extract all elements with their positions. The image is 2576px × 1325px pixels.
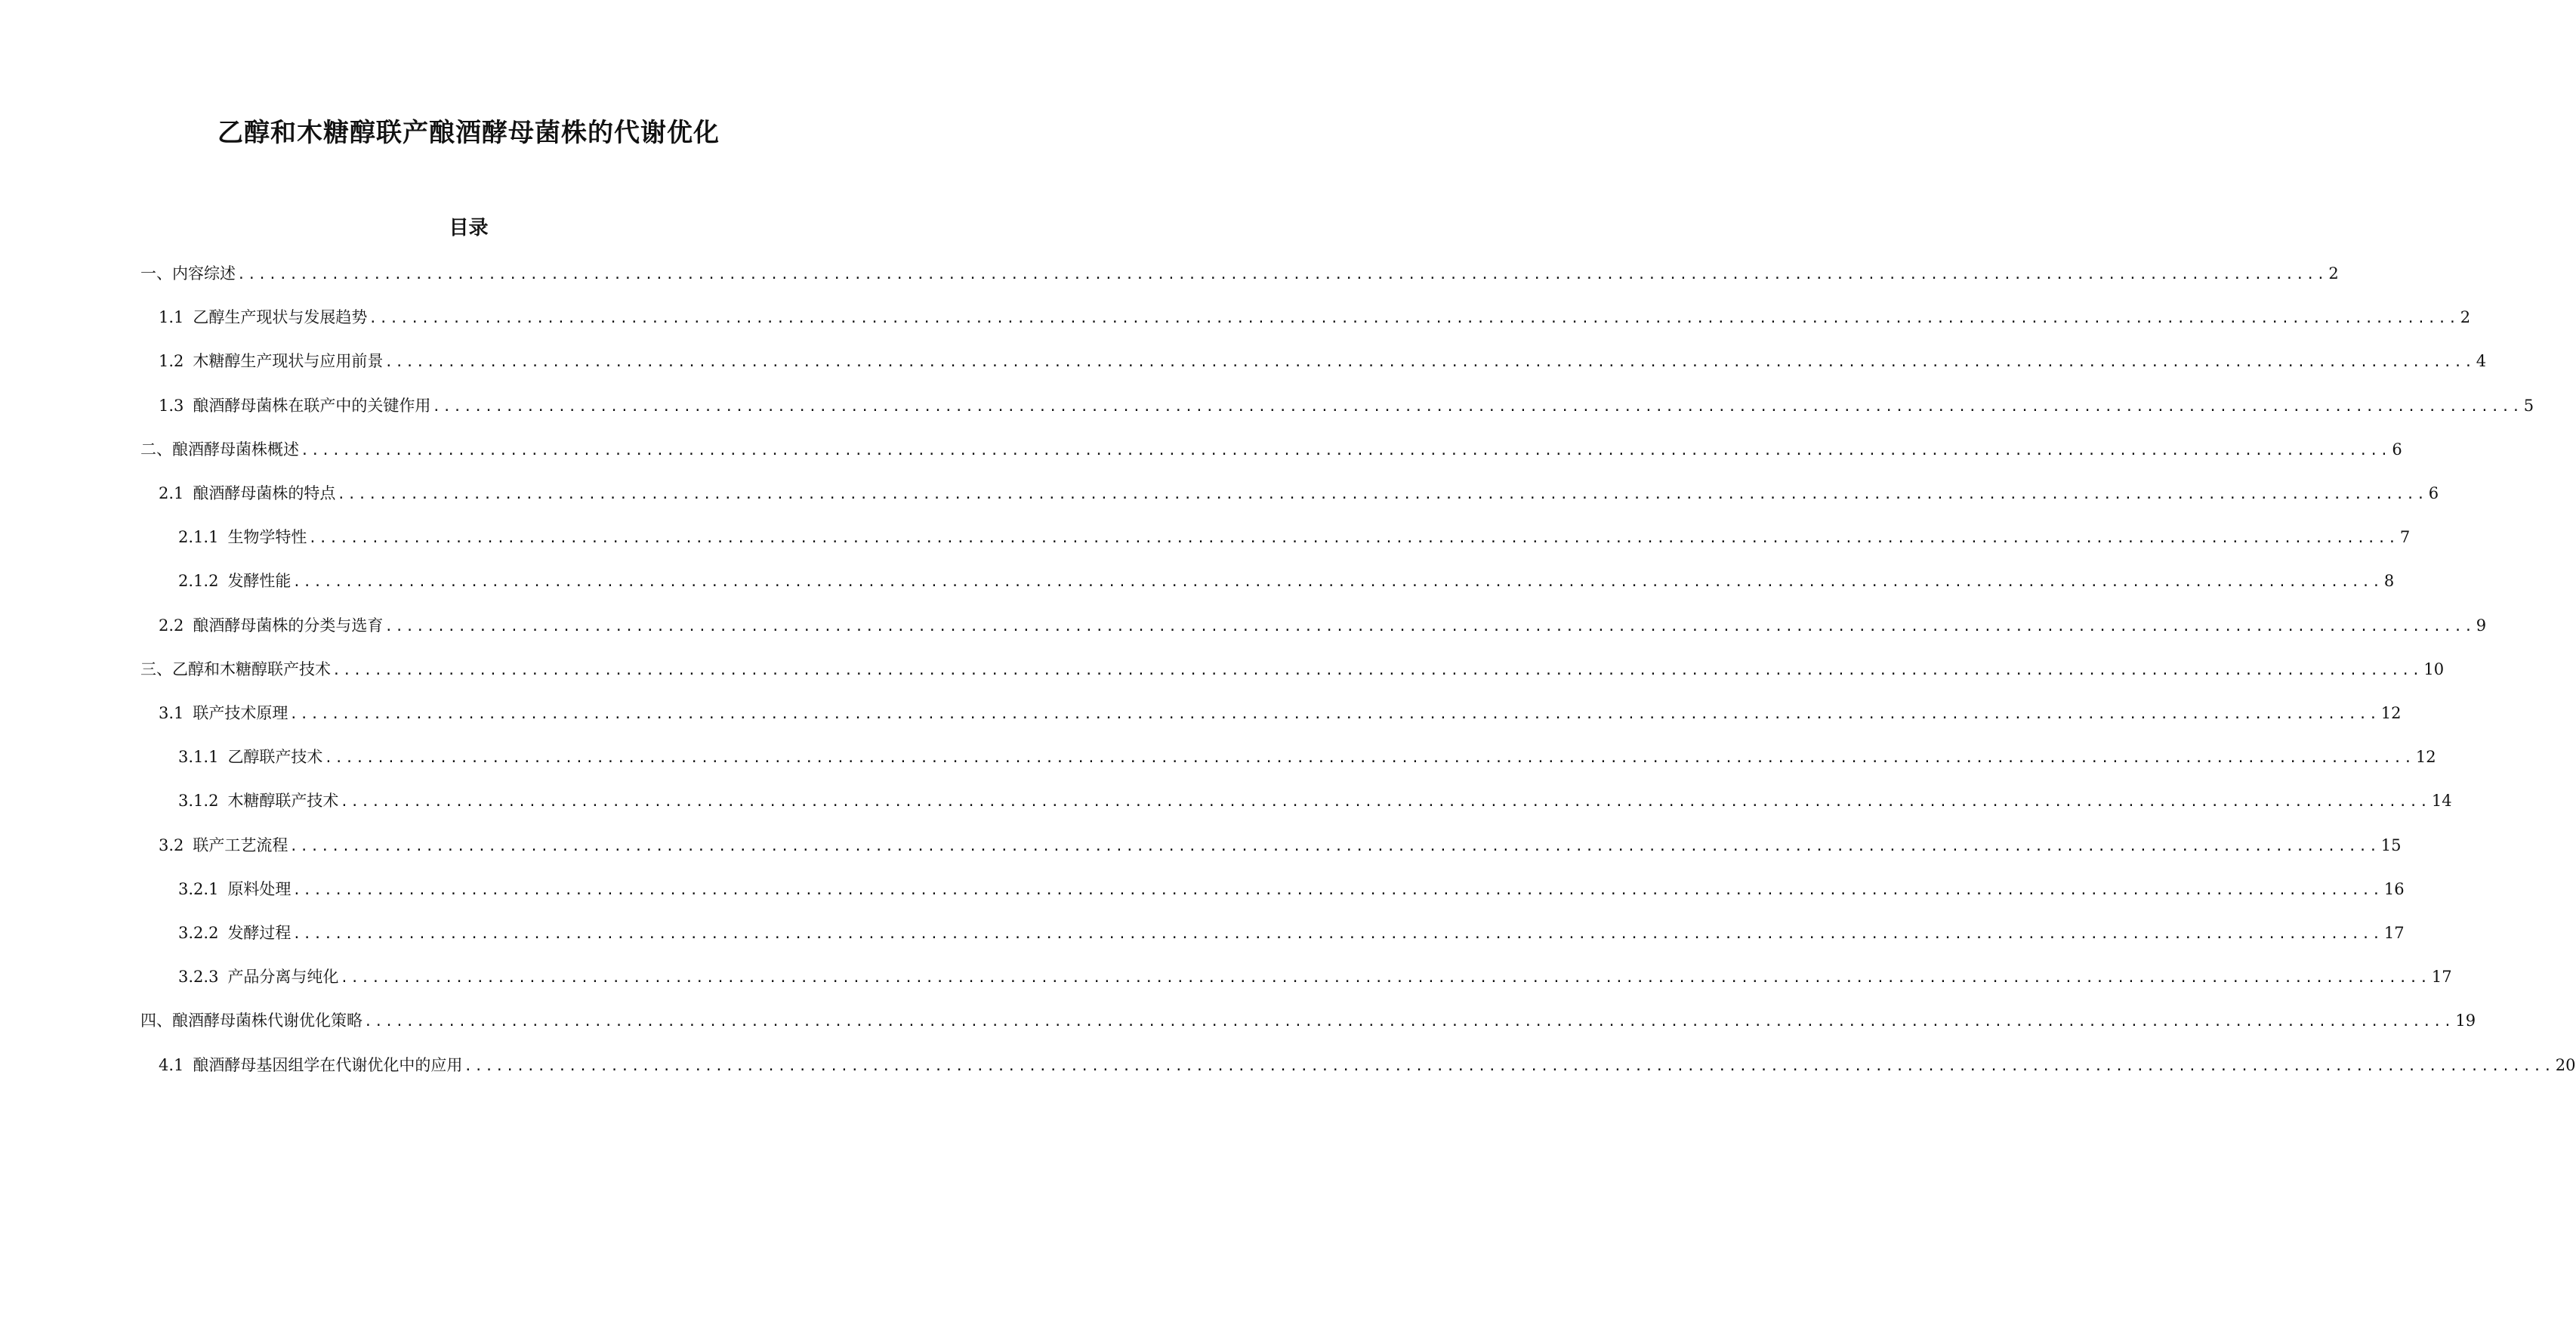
toc-entry-text: 四、酿酒酵母菌株代谢优化策略 <box>140 1012 362 1030</box>
toc-entry-page-number: 6 <box>2428 484 2439 502</box>
toc-leader-dots: ........................................................................................................................................................................................................ <box>340 970 2430 986</box>
toc-entry[interactable] <box>140 656 2445 682</box>
toc-entry[interactable] <box>178 744 2436 770</box>
toc-entry-page-number: 6 <box>2392 440 2402 459</box>
toc-entry-text: 联产技术原理 <box>193 704 288 722</box>
toc-entry-number: 2.2 <box>159 616 184 635</box>
toc-entry[interactable] <box>159 304 2471 330</box>
toc-entry[interactable] <box>178 788 2452 814</box>
toc-entry[interactable] <box>159 348 2487 374</box>
toc-entry-page-number: 2 <box>2460 308 2471 326</box>
toc-entry-number: 1.1 <box>159 308 184 326</box>
toc-entry-page-number: 17 <box>2431 968 2452 986</box>
toc-entry-number: 2.1.1 <box>178 528 219 546</box>
toc-leader-dots: ........................................................................................................................................................................................................ <box>289 706 2380 722</box>
toc-entry-page-number: 15 <box>2380 836 2402 854</box>
toc-entry-number: 2.1 <box>159 484 184 502</box>
toc-entry-number: 3.2 <box>159 836 184 854</box>
toc-entry[interactable] <box>159 700 2402 726</box>
toc-leader-dots: ........................................................................................................................................................................................................ <box>292 926 2383 942</box>
toc-entry[interactable] <box>159 480 2439 506</box>
toc-leader-dots: ........................................................................................................................................................................................................ <box>384 619 2475 635</box>
toc-entry[interactable] <box>178 920 2405 946</box>
toc-entry-text: 原料处理 <box>227 880 292 898</box>
toc-entry-text: 木糖醇生产现状与应用前景 <box>193 352 384 370</box>
toc-leader-dots: ........................................................................................................................................................................................................ <box>364 1014 2454 1030</box>
toc-entry-text: 二、酿酒酵母菌株概述 <box>140 440 299 459</box>
toc-entry-text: 酿酒酵母菌株在联产中的关键作用 <box>193 397 431 415</box>
toc-entry-page-number: 20 <box>2555 1056 2576 1074</box>
toc-leader-dots: ........................................................................................................................................................................................................ <box>324 750 2414 766</box>
toc-entry-page-number: 12 <box>2380 704 2402 722</box>
toc-entry-text: 酿酒酵母菌株的特点 <box>193 484 336 502</box>
toc-entry-number: 3.2.1 <box>178 880 219 898</box>
toc-entry-page-number: 16 <box>2383 880 2405 898</box>
toc-entry[interactable] <box>178 524 2411 550</box>
toc-entry-text: 发酵过程 <box>227 924 292 942</box>
toc-entry-text: 木糖醇联产技术 <box>227 792 339 810</box>
toc-entry[interactable] <box>159 832 2402 858</box>
toc-entry[interactable] <box>178 964 2452 990</box>
document-title: 乙醇和木糖醇联产酿酒酵母菌株的代谢优化 <box>217 118 720 148</box>
toc-entry-text: 一、内容综述 <box>140 264 236 283</box>
toc-entry[interactable] <box>159 613 2487 638</box>
toc-leader-dots: ........................................................................................................................................................................................................ <box>432 399 2522 415</box>
toc-entry-page-number: 19 <box>2455 1012 2476 1030</box>
toc-entry-number: 1.2 <box>159 352 184 370</box>
toc-leader-dots: ........................................................................................................................................................................................................ <box>308 530 2399 546</box>
toc-entry-page-number: 8 <box>2383 572 2395 590</box>
toc-leader-dots: ........................................................................................................................................................................................................ <box>289 839 2380 854</box>
toc-entry[interactable] <box>140 261 2339 286</box>
toc-entry-number: 2.1.2 <box>178 572 219 590</box>
toc-heading: 目录 <box>449 217 489 239</box>
toc-entry-text: 生物学特性 <box>227 528 307 546</box>
toc-leader-dots: ........................................................................................................................................................................................................ <box>301 443 2391 459</box>
toc-entry-text: 乙醇生产现状与发展趋势 <box>193 308 368 326</box>
toc-entry[interactable] <box>140 437 2402 462</box>
toc-entry-text: 乙醇联产技术 <box>227 748 323 766</box>
toc-entry-page-number: 4 <box>2476 352 2487 370</box>
toc-entry-text: 联产工艺流程 <box>193 836 288 854</box>
toc-entry[interactable] <box>178 568 2395 594</box>
toc-entry-number: 3.2.3 <box>178 968 219 986</box>
toc-entry-text: 酿酒酵母菌株的分类与选育 <box>193 616 384 635</box>
toc-entry-text: 发酵性能 <box>227 572 292 590</box>
toc-entry-page-number: 7 <box>2399 528 2411 546</box>
toc-leader-dots: ........................................................................................................................................................................................................ <box>384 354 2475 370</box>
toc-entry-page-number: 12 <box>2415 748 2436 766</box>
toc-entry[interactable] <box>178 876 2405 902</box>
toc-entry-page-number: 2 <box>2328 264 2339 283</box>
toc-entry[interactable] <box>159 393 2534 419</box>
toc-leader-dots: ........................................................................................................................................................................................................ <box>369 310 2459 326</box>
toc-entry-text: 酿酒酵母基因组学在代谢优化中的应用 <box>193 1056 463 1074</box>
toc-entry-number: 3.2.2 <box>178 924 219 942</box>
toc-entry[interactable] <box>159 1052 2576 1078</box>
toc-leader-dots: ........................................................................................................................................................................................................ <box>237 267 2328 283</box>
toc-entry-page-number: 5 <box>2523 397 2534 415</box>
toc-leader-dots: ........................................................................................................................................................................................................ <box>332 662 2423 678</box>
toc-entry-page-number: 14 <box>2431 792 2452 810</box>
toc-entry-page-number: 9 <box>2476 616 2487 635</box>
toc-entry-page-number: 17 <box>2383 924 2405 942</box>
toc-leader-dots: ........................................................................................................................................................................................................ <box>292 574 2383 590</box>
toc-leader-dots: ........................................................................................................................................................................................................ <box>340 794 2430 810</box>
toc-entry-number: 3.1 <box>159 704 184 722</box>
toc-leader-dots: ........................................................................................................................................................................................................ <box>464 1058 2554 1074</box>
toc-entry-text: 产品分离与纯化 <box>227 968 339 986</box>
toc-entry-number: 4.1 <box>159 1056 184 1074</box>
toc-entry-number: 1.3 <box>159 397 184 415</box>
toc-entry-number: 3.1.1 <box>178 748 219 766</box>
toc-leader-dots: ........................................................................................................................................................................................................ <box>292 882 2383 898</box>
toc-entry-text: 三、乙醇和木糖醇联产技术 <box>140 660 331 678</box>
toc-entry[interactable] <box>140 1008 2476 1033</box>
toc-leader-dots: ........................................................................................................................................................................................................ <box>337 486 2427 502</box>
toc-entry-number: 3.1.2 <box>178 792 219 810</box>
toc-entry-page-number: 10 <box>2423 660 2445 678</box>
